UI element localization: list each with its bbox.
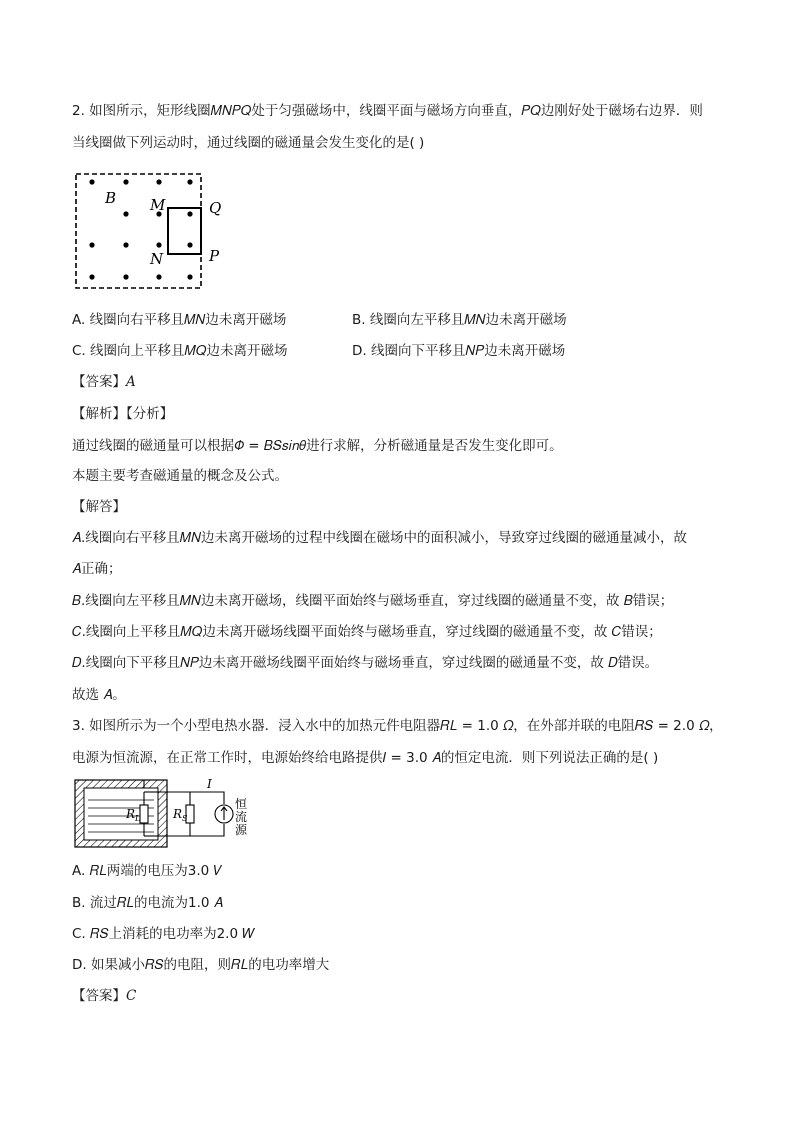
q2-analysis-2: 本题主要考查磁通量的概念及公式。 xyxy=(72,468,288,484)
label-i: I xyxy=(207,778,212,791)
label-source-2: 流 xyxy=(235,810,248,824)
label-source-1: 恒 xyxy=(235,797,248,811)
label-rs: $R_S$ xyxy=(173,807,188,823)
q3-stem-line2: 电源为恒流源，在正常工作时，电源始终给电路提供𝐼 = 3.0 𝐴的恒定电流．则下列说法正确的是( ) xyxy=(72,750,659,766)
q3-stem-line1: 3. 如图所示为一个小型电热水器．浸入水中的加热元件电阻器𝑅𝐿 = 1.0 𝛺，在外部并联的电阻𝑅𝑆 = 2.0 𝛺， xyxy=(72,718,723,734)
q2-solve-label: 【解答】 xyxy=(72,499,126,515)
answer-value: C xyxy=(126,988,137,1004)
resistor-rl xyxy=(140,805,148,823)
q3-answer xyxy=(72,986,136,1006)
label-N: N xyxy=(150,250,164,268)
label-Q: Q xyxy=(209,199,222,217)
answer-value: A xyxy=(126,374,136,390)
label-P: P xyxy=(209,247,220,265)
q2-option-a: A. 线圈向右平移且𝑀𝑁边未离开磁场 xyxy=(72,312,287,328)
q2-option-c: C. 线圈向上平移且𝑀𝑄边未离开磁场 xyxy=(72,343,288,359)
q3-figure xyxy=(74,778,264,850)
q2-solution-1: 𝐴.线圈向右平移且𝑀𝑁边未离开磁场的过程中线圈在磁场中的面积减小，导致穿过线圈的磁通量减小，故 xyxy=(72,530,688,546)
q2-analysis-1: 通过线圈的磁通量可以根据𝛷 = 𝐵𝑆𝑠𝑖𝑛𝜃进行求解，分析磁通量是否发生变化即可。 xyxy=(72,438,563,454)
q3-option-b: B. 流过𝑅𝐿的电流为1.0 𝐴 xyxy=(72,895,223,911)
q3-option-d: D. 如果减小𝑅𝑆的电阻，则𝑅𝐿的电功率增大 xyxy=(72,957,330,973)
answer-label: 【答案】 xyxy=(72,988,126,1004)
q2-solution-5: 𝐷.线圈向下平移且𝑁𝑃边未离开磁场线圈平面始终与磁场垂直，穿过线圈的磁通量不变，故 𝐷错误。 xyxy=(72,655,659,671)
label-B: B xyxy=(105,189,117,207)
q3-option-a: A. 𝑅𝐿两端的电压为3.0 𝑉 xyxy=(72,863,223,879)
label-source-3: 源 xyxy=(235,823,248,837)
q2-option-b: B. 线圈向左平移且𝑀𝑁边未离开磁场 xyxy=(352,312,567,328)
q2-stem-line1: 2. 如图所示，矩形线圈𝑀𝑁𝑃𝑄处于匀强磁场中，线圈平面与磁场方向垂直，𝑃𝑄边刚好处于磁场右边界．则 xyxy=(72,103,703,119)
q2-analysis-label: 【解析】【分析】 xyxy=(72,406,174,422)
q2-solution-4: 𝐶.线圈向上平移且𝑀𝑄边未离开磁场线圈平面始终与磁场垂直，穿过线圈的磁通量不变，故 𝐶错误； xyxy=(72,624,662,640)
q2-solution-2: 𝐴正确； xyxy=(72,561,122,577)
q3-option-c: C. 𝑅𝑆上消耗的电功率为2.0 𝑊 xyxy=(72,926,255,942)
coil-mnpq xyxy=(168,208,201,254)
q2-figure xyxy=(74,170,234,292)
current-source-icon xyxy=(215,805,233,823)
label-rl: $R_L$ xyxy=(126,807,141,823)
heater-container xyxy=(75,780,167,847)
label-M: M xyxy=(150,196,166,214)
q2-option-d: D. 线圈向下平移且𝑁𝑃边未离开磁场 xyxy=(352,343,566,359)
q2-answer xyxy=(72,372,136,392)
answer-label: 【答案】 xyxy=(72,374,126,390)
q2-solution-3: 𝐵.线圈向左平移且𝑀𝑁边未离开磁场，线圈平面始终与磁场垂直，穿过线圈的磁通量不变，故 𝐵错误； xyxy=(72,593,674,609)
magnetic-field-boundary xyxy=(76,174,201,288)
q2-solution-6: 故选 𝐴。 xyxy=(72,687,126,703)
q2-stem-line2: 当线圈做下列运动时，通过线圈的磁通量会发生变化的是( ) xyxy=(72,135,425,151)
